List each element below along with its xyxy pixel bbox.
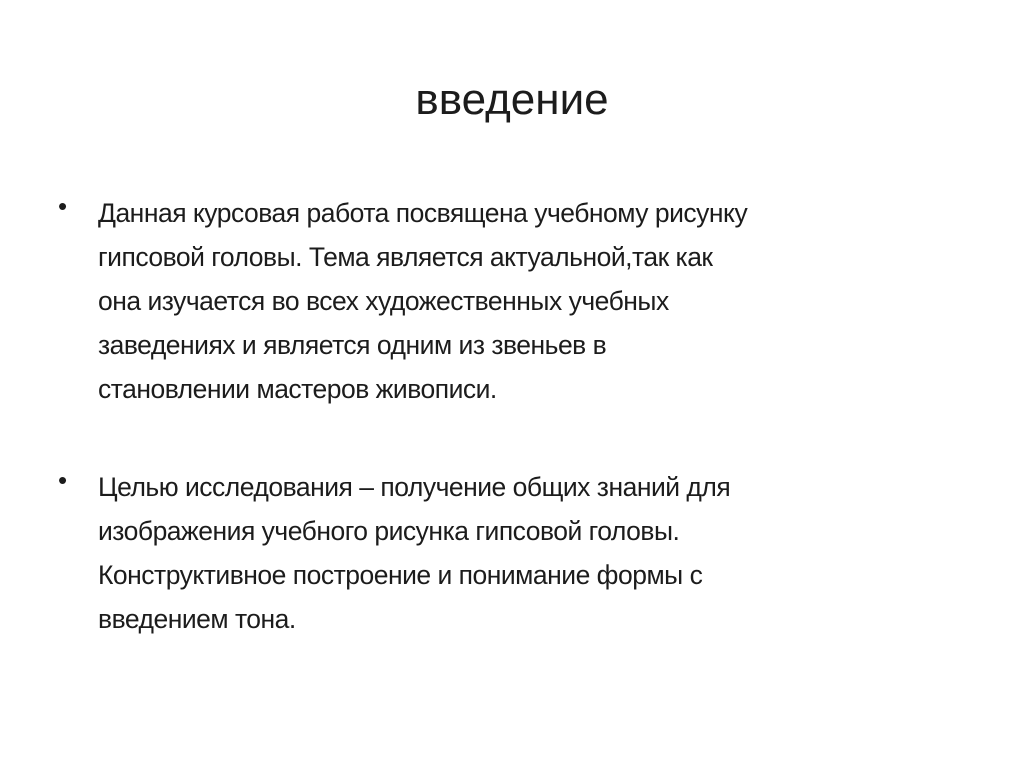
paragraph-line: она изучается во всех художественных учебных [98, 286, 669, 316]
paragraph-line: становлении мастеров живописи. [98, 374, 497, 404]
paragraph-line: введением тона. [98, 604, 296, 634]
slide-title: введение [415, 75, 609, 124]
bullet-paragraph-2 [98, 465, 998, 641]
bullet-marker: • [58, 191, 68, 221]
paragraph-line: заведениях и является одним из звеньев в [98, 330, 607, 360]
paragraph-line: Данная курсовая работа посвящена учебному рисунку [98, 198, 748, 228]
bullet-marker: • [58, 465, 68, 495]
paragraph-line: изображения учебного рисунка гипсовой головы. [98, 516, 680, 546]
paragraph-line: Целью исследования – получение общих знаний для [98, 472, 731, 502]
paragraph-line: Конструктивное построение и понимание формы с [98, 560, 703, 590]
paragraph-line: гипсовой головы. Тема является актуальной,так как [98, 242, 713, 272]
bullet-paragraph-1 [98, 191, 998, 411]
